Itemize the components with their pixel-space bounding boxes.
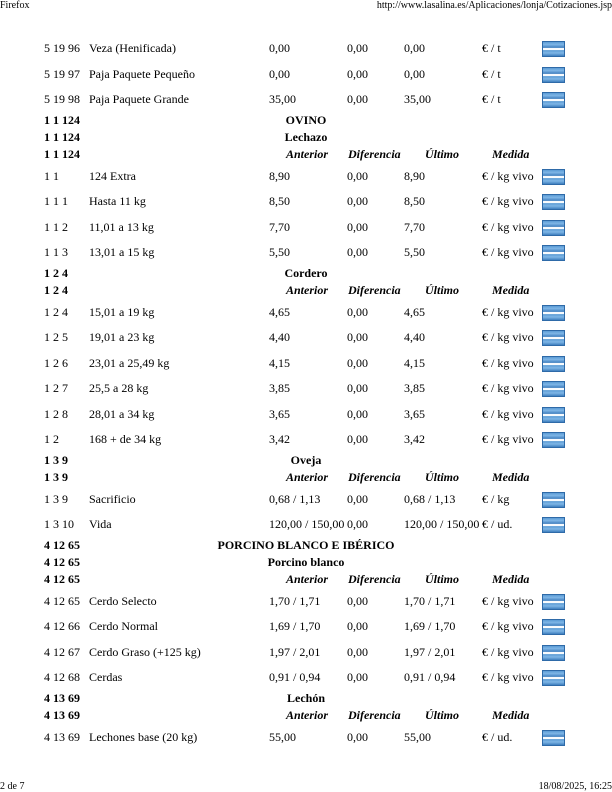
browser-label: Firefox bbox=[0, 0, 30, 11]
row-name: Paja Paquete Pequeño bbox=[89, 67, 195, 81]
row-anterior: 3,42 bbox=[269, 432, 290, 446]
chart-icon[interactable] bbox=[542, 407, 565, 423]
row-ultimo: 35,00 bbox=[404, 92, 431, 106]
row-code: 1 2 4 bbox=[44, 305, 68, 319]
row-medida: € / kg vivo bbox=[482, 220, 534, 234]
row-ultimo: 0,68 / 1,13 bbox=[404, 492, 456, 506]
row-ultimo: 1,97 / 2,01 bbox=[404, 645, 456, 659]
row-anterior: 55,00 bbox=[269, 730, 296, 744]
row-code: 1 2 7 bbox=[44, 381, 68, 395]
row-diferencia: 0,00 bbox=[347, 670, 368, 684]
row-anterior: 1,97 / 2,01 bbox=[269, 645, 321, 659]
section-title: Porcino blanco bbox=[267, 555, 345, 569]
chart-icon[interactable] bbox=[542, 305, 565, 321]
chart-icon[interactable] bbox=[542, 594, 565, 610]
row-name: 28,01 a 34 kg bbox=[89, 407, 155, 421]
row-code: 4 12 68 bbox=[44, 670, 80, 684]
row-medida: € / t bbox=[482, 67, 501, 81]
row-name: Paja Paquete Grande bbox=[89, 92, 189, 106]
row-name: Hasta 11 kg bbox=[89, 194, 146, 208]
chart-icon[interactable] bbox=[542, 730, 565, 746]
chart-icon[interactable] bbox=[542, 245, 565, 261]
section-code: 1 3 9 bbox=[44, 453, 68, 467]
chart-icon[interactable] bbox=[542, 492, 565, 508]
row-name: Lechones base (20 kg) bbox=[89, 730, 198, 744]
col-header-anterior: Anterior bbox=[286, 147, 329, 161]
row-ultimo: 5,50 bbox=[404, 245, 425, 259]
row-anterior: 4,65 bbox=[269, 305, 290, 319]
row-ultimo: 3,65 bbox=[404, 407, 425, 421]
row-anterior: 3,65 bbox=[269, 407, 290, 421]
chart-icon[interactable] bbox=[542, 41, 565, 57]
row-ultimo: 8,90 bbox=[404, 169, 425, 183]
row-medida: € / kg vivo bbox=[482, 356, 534, 370]
row-diferencia: 0,00 bbox=[347, 356, 368, 370]
row-diferencia: 0,00 bbox=[347, 330, 368, 344]
row-diferencia: 0,00 bbox=[347, 730, 368, 744]
row-medida: € / ud. bbox=[482, 517, 513, 531]
row-code: 5 19 96 bbox=[44, 41, 80, 55]
chart-icon[interactable] bbox=[542, 381, 565, 397]
row-code: 4 13 69 bbox=[44, 730, 80, 744]
col-header-diferencia: Diferencia bbox=[348, 283, 401, 297]
row-diferencia: 0,00 bbox=[347, 41, 368, 55]
row-medida: € / kg vivo bbox=[482, 169, 534, 183]
row-diferencia: 0,00 bbox=[347, 220, 368, 234]
col-header-medida: Medida bbox=[492, 470, 530, 484]
row-medida: € / ud. bbox=[482, 730, 513, 744]
section-code: 4 13 69 bbox=[44, 708, 80, 722]
row-name: 168 + de 34 kg bbox=[89, 432, 162, 446]
row-medida: € / kg vivo bbox=[482, 670, 534, 684]
col-header-ultimo: Último bbox=[425, 708, 460, 722]
col-header-medida: Medida bbox=[492, 708, 530, 722]
row-ultimo: 7,70 bbox=[404, 220, 425, 234]
row-code: 1 3 9 bbox=[44, 492, 68, 506]
section-title: OVINO bbox=[285, 113, 327, 127]
row-anterior: 35,00 bbox=[269, 92, 296, 106]
col-header-medida: Medida bbox=[492, 572, 530, 586]
row-anterior: 7,70 bbox=[269, 220, 290, 234]
row-medida: € / kg vivo bbox=[482, 645, 534, 659]
row-diferencia: 0,00 bbox=[347, 645, 368, 659]
chart-icon[interactable] bbox=[542, 356, 565, 372]
row-anterior: 4,15 bbox=[269, 356, 290, 370]
row-diferencia: 0,00 bbox=[347, 492, 368, 506]
row-name: 124 Extra bbox=[89, 169, 136, 183]
row-anterior: 120,00 / 150,00 bbox=[269, 517, 345, 531]
row-code: 5 19 98 bbox=[44, 92, 80, 106]
row-name: Sacrificio bbox=[89, 492, 136, 506]
row-ultimo: 8,50 bbox=[404, 194, 425, 208]
row-name: 15,01 a 19 kg bbox=[89, 305, 155, 319]
row-name: Cerdo Selecto bbox=[89, 594, 157, 608]
row-medida: € / kg bbox=[482, 492, 510, 506]
row-ultimo: 1,70 / 1,71 bbox=[404, 594, 456, 608]
row-medida: € / kg vivo bbox=[482, 245, 534, 259]
row-anterior: 0,68 / 1,13 bbox=[269, 492, 321, 506]
row-code: 1 2 6 bbox=[44, 356, 68, 370]
row-anterior: 0,00 bbox=[269, 67, 290, 81]
row-code: 1 2 5 bbox=[44, 330, 68, 344]
section-code: 1 1 124 bbox=[44, 147, 80, 161]
row-name: Vida bbox=[89, 517, 112, 531]
row-anterior: 4,40 bbox=[269, 330, 290, 344]
col-header-diferencia: Diferencia bbox=[348, 147, 401, 161]
row-ultimo: 0,91 / 0,94 bbox=[404, 670, 456, 684]
col-header-diferencia: Diferencia bbox=[348, 470, 401, 484]
row-name: 13,01 a 15 kg bbox=[89, 245, 155, 259]
row-code: 4 12 67 bbox=[44, 645, 80, 659]
row-diferencia: 0,00 bbox=[347, 517, 368, 531]
chart-icon[interactable] bbox=[542, 517, 565, 533]
row-name: Cerdo Normal bbox=[89, 619, 158, 633]
col-header-ultimo: Último bbox=[425, 470, 460, 484]
chart-icon[interactable] bbox=[542, 67, 565, 83]
section-code: 1 2 4 bbox=[44, 266, 68, 280]
row-ultimo: 4,15 bbox=[404, 356, 425, 370]
chart-icon[interactable] bbox=[542, 92, 565, 108]
row-medida: € / t bbox=[482, 92, 501, 106]
row-medida: € / kg vivo bbox=[482, 194, 534, 208]
row-code: 5 19 97 bbox=[44, 67, 80, 81]
col-header-medida: Medida bbox=[492, 147, 530, 161]
section-code: 1 2 4 bbox=[44, 283, 68, 297]
row-ultimo: 1,69 / 1,70 bbox=[404, 619, 456, 633]
print-datetime: 18/08/2025, 16:25 bbox=[538, 781, 612, 792]
col-header-anterior: Anterior bbox=[286, 708, 329, 722]
row-diferencia: 0,00 bbox=[347, 194, 368, 208]
row-diferencia: 0,00 bbox=[347, 245, 368, 259]
col-header-anterior: Anterior bbox=[286, 283, 329, 297]
row-name: 11,01 a 13 kg bbox=[89, 220, 154, 234]
row-code: 1 3 10 bbox=[44, 517, 74, 531]
chart-icon[interactable] bbox=[542, 169, 565, 185]
chart-icon[interactable] bbox=[542, 645, 565, 661]
row-diferencia: 0,00 bbox=[347, 92, 368, 106]
col-header-diferencia: Diferencia bbox=[348, 572, 401, 586]
row-medida: € / kg vivo bbox=[482, 305, 534, 319]
row-medida: € / kg vivo bbox=[482, 432, 534, 446]
col-header-ultimo: Último bbox=[425, 147, 460, 161]
row-ultimo: 0,00 bbox=[404, 67, 425, 81]
row-code: 1 1 1 bbox=[44, 194, 68, 208]
row-name: 19,01 a 23 kg bbox=[89, 330, 155, 344]
row-anterior: 1,69 / 1,70 bbox=[269, 619, 321, 633]
col-header-anterior: Anterior bbox=[286, 572, 329, 586]
section-title: Oveja bbox=[290, 453, 322, 467]
row-code: 4 12 65 bbox=[44, 594, 80, 608]
col-header-ultimo: Último bbox=[425, 572, 460, 586]
section-code: 4 12 65 bbox=[44, 538, 80, 552]
section-title: Lechazo bbox=[284, 130, 328, 144]
page-url[interactable]: http://www.lasalina.es/Aplicaciones/lonja/Cotizaciones.jsp bbox=[376, 0, 612, 11]
row-diferencia: 0,00 bbox=[347, 407, 368, 421]
row-diferencia: 0,00 bbox=[347, 169, 368, 183]
section-title: Cordero bbox=[284, 266, 328, 280]
col-header-medida: Medida bbox=[492, 283, 530, 297]
row-ultimo: 4,40 bbox=[404, 330, 425, 344]
row-ultimo: 120,00 / 150,00 bbox=[404, 517, 480, 531]
row-name: Cerdas bbox=[89, 670, 123, 684]
row-code: 1 2 bbox=[44, 432, 59, 446]
section-code: 1 1 124 bbox=[44, 113, 80, 127]
section-code: 4 13 69 bbox=[44, 691, 80, 705]
section-code: 4 12 65 bbox=[44, 555, 80, 569]
section-code: 1 3 9 bbox=[44, 470, 68, 484]
row-code: 1 1 3 bbox=[44, 245, 68, 259]
row-medida: € / kg vivo bbox=[482, 330, 534, 344]
col-header-diferencia: Diferencia bbox=[348, 708, 401, 722]
section-code: 4 12 65 bbox=[44, 572, 80, 586]
row-name: Cerdo Graso (+125 kg) bbox=[89, 645, 201, 659]
row-name: Veza (Henificada) bbox=[89, 41, 176, 55]
row-anterior: 8,50 bbox=[269, 194, 290, 208]
section-title: Lechón bbox=[286, 691, 325, 705]
row-medida: € / kg vivo bbox=[482, 407, 534, 421]
row-anterior: 1,70 / 1,71 bbox=[269, 594, 321, 608]
section-title: PORCINO BLANCO E IBÉRICO bbox=[217, 538, 395, 552]
row-diferencia: 0,00 bbox=[347, 619, 368, 633]
chart-icon[interactable] bbox=[542, 432, 565, 448]
row-medida: € / kg vivo bbox=[482, 594, 534, 608]
row-code: 1 1 bbox=[44, 169, 59, 183]
row-ultimo: 4,65 bbox=[404, 305, 425, 319]
row-medida: € / kg vivo bbox=[482, 381, 534, 395]
col-header-ultimo: Último bbox=[425, 283, 460, 297]
chart-icon[interactable] bbox=[542, 194, 565, 210]
row-anterior: 3,85 bbox=[269, 381, 290, 395]
row-diferencia: 0,00 bbox=[347, 305, 368, 319]
row-anterior: 0,00 bbox=[269, 41, 290, 55]
row-name: 25,5 a 28 kg bbox=[89, 381, 149, 395]
page-number: 2 de 7 bbox=[0, 781, 25, 792]
row-code: 1 2 8 bbox=[44, 407, 68, 421]
row-ultimo: 55,00 bbox=[404, 730, 431, 744]
row-code: 1 1 2 bbox=[44, 220, 68, 234]
row-name: 23,01 a 25,49 kg bbox=[89, 356, 170, 370]
col-header-anterior: Anterior bbox=[286, 470, 329, 484]
section-code: 1 1 124 bbox=[44, 130, 80, 144]
row-ultimo: 3,42 bbox=[404, 432, 425, 446]
chart-icon[interactable] bbox=[542, 670, 565, 686]
row-diferencia: 0,00 bbox=[347, 594, 368, 608]
row-diferencia: 0,00 bbox=[347, 381, 368, 395]
row-code: 4 12 66 bbox=[44, 619, 80, 633]
row-diferencia: 0,00 bbox=[347, 432, 368, 446]
row-ultimo: 3,85 bbox=[404, 381, 425, 395]
chart-icon[interactable] bbox=[542, 619, 565, 635]
row-medida: € / t bbox=[482, 41, 501, 55]
chart-icon[interactable] bbox=[542, 330, 565, 346]
chart-icon[interactable] bbox=[542, 220, 565, 236]
row-ultimo: 0,00 bbox=[404, 41, 425, 55]
row-anterior: 0,91 / 0,94 bbox=[269, 670, 321, 684]
row-diferencia: 0,00 bbox=[347, 67, 368, 81]
row-anterior: 5,50 bbox=[269, 245, 290, 259]
row-anterior: 8,90 bbox=[269, 169, 290, 183]
row-medida: € / kg vivo bbox=[482, 619, 534, 633]
